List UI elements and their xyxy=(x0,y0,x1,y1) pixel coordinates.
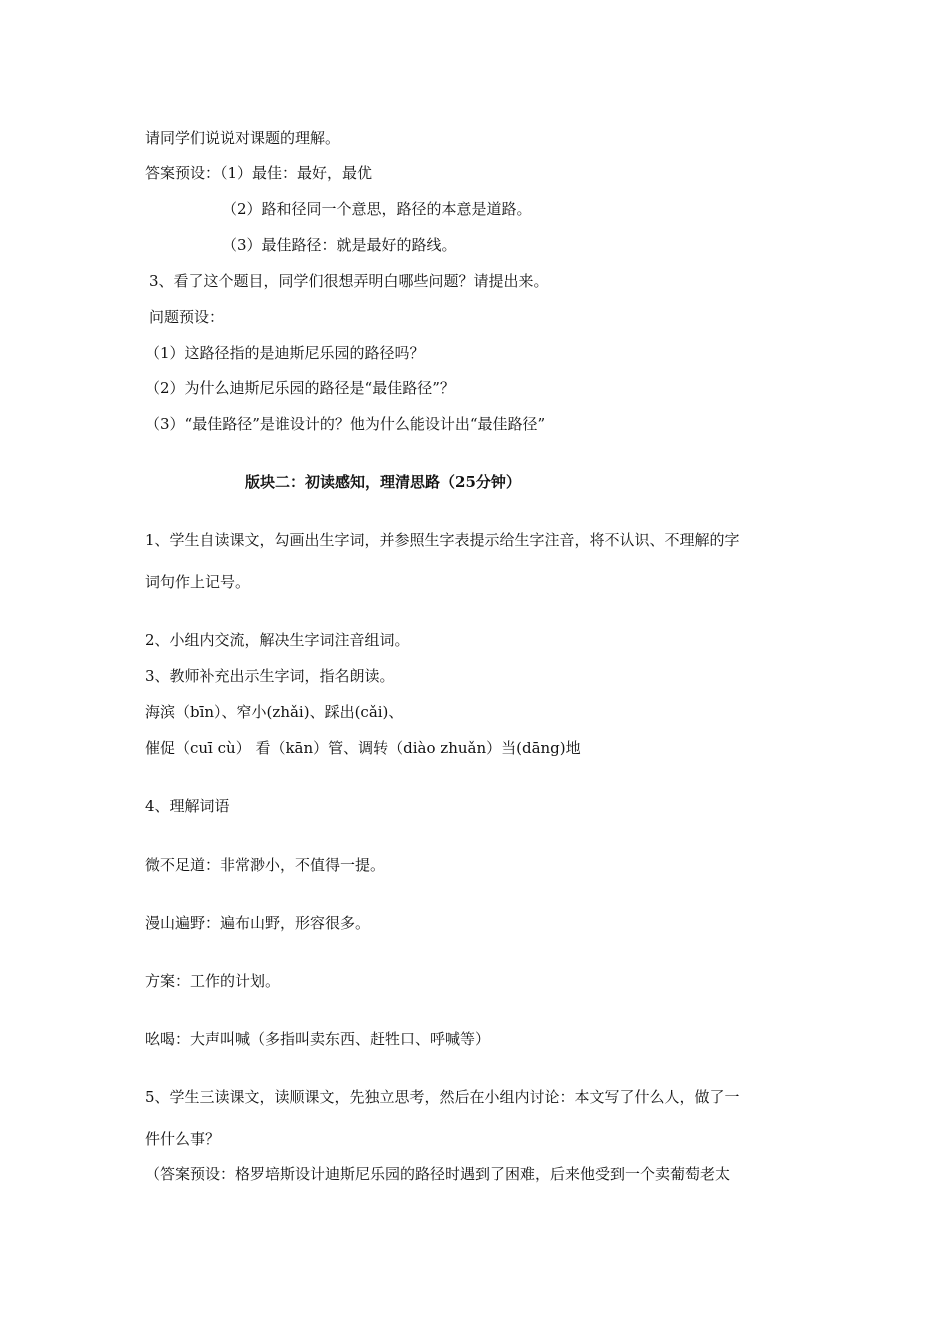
paragraph-line: 方案：工作的计划。 xyxy=(145,972,281,990)
paragraph-line: 催促（cuī cù） 看（kān）管、调转（diào zhuǎn）当(dāng)地 xyxy=(145,739,581,757)
paragraph-line: （1）这路径指的是迪斯尼乐园的路径吗？ xyxy=(145,344,425,362)
paragraph-line: 3、看了这个题目，同学们很想弄明白哪些问题？请提出来。 xyxy=(149,272,549,290)
paragraph-line: 请同学们说说对课题的理解。 xyxy=(145,129,341,147)
paragraph-line: 海滨（bīn）、窄小(zhǎi)、踩出(cǎi)、 xyxy=(145,703,404,721)
paragraph-line: 问题预设： xyxy=(149,308,225,326)
paragraph-line: 2、小组内交流，解决生字词注音组词。 xyxy=(145,631,410,649)
section-heading: 版块二：初读感知，理清思路（25分钟） xyxy=(245,473,521,491)
paragraph-line: 3、教师补充出示生字词，指名朗读。 xyxy=(145,667,395,685)
paragraph-line: 答案预设：（1）最佳：最好，最优 xyxy=(145,164,373,182)
paragraph-line: 词句作上记号。 xyxy=(145,573,251,591)
paragraph-line: 件什么事？ xyxy=(145,1130,221,1148)
paragraph-line: （3）“最佳路径”是谁设计的？他为什么能设计出“最佳路径” xyxy=(145,415,546,433)
paragraph-line: 漫山遍野：遍布山野，形容很多。 xyxy=(145,914,371,932)
paragraph-line: （3）最佳路径：就是最好的路线。 xyxy=(222,236,457,254)
paragraph-line: （答案预设：格罗培斯设计迪斯尼乐园的路径时遇到了困难，后来他受到一个卖葡萄老太 xyxy=(145,1165,731,1183)
paragraph-line: 吆喝：大声叫喊（多指叫卖东西、赶牲口、呼喊等） xyxy=(145,1030,491,1048)
paragraph-line: （2）路和径同一个意思，路径的本意是道路。 xyxy=(222,200,532,218)
paragraph-line: 微不足道：非常渺小，不值得一提。 xyxy=(145,856,386,874)
paragraph-line: （2）为什么迪斯尼乐园的路径是“最佳路径”？ xyxy=(145,379,455,397)
paragraph-line: 1、学生自读课文，勾画出生字词，并参照生字表提示给生字注音，将不认识、不理解的字 xyxy=(145,531,740,549)
paragraph-line: 4、理解词语 xyxy=(145,797,230,815)
paragraph-line: 5、学生三读课文，读顺课文，先独立思考，然后在小组内讨论：本文写了什么人，做了一 xyxy=(145,1088,740,1106)
